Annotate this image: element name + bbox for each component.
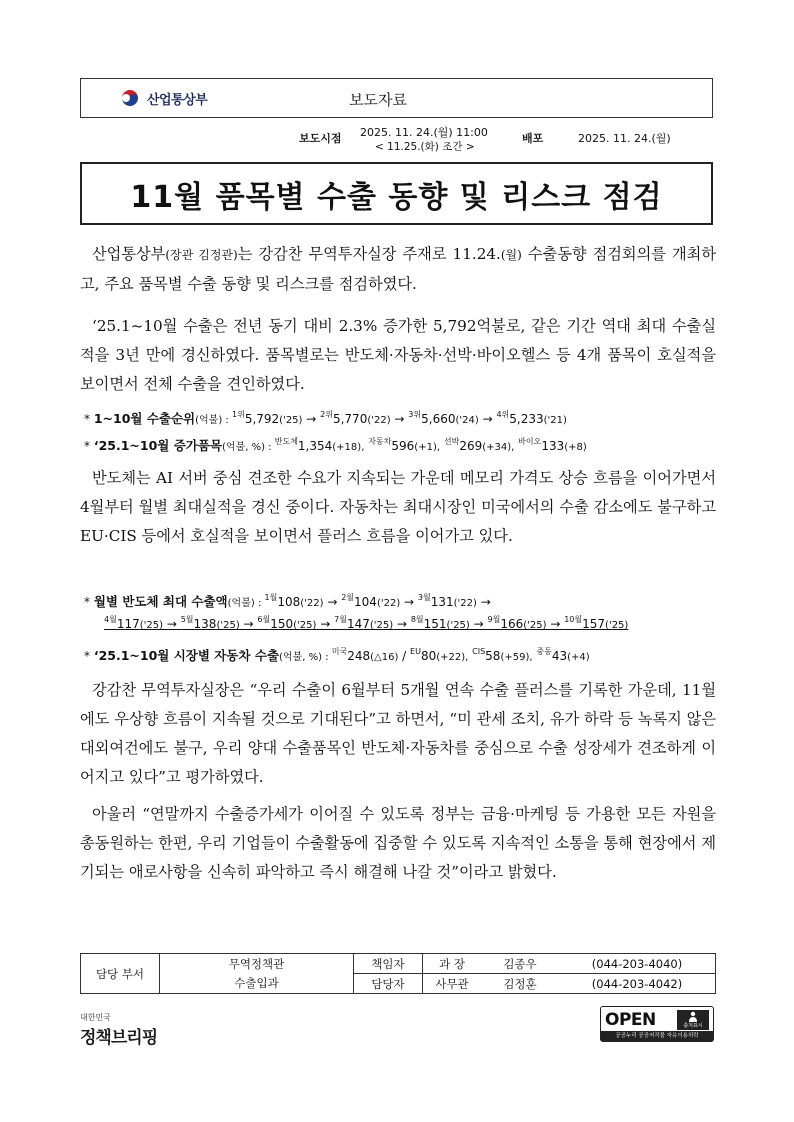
open-word: OPEN	[605, 1010, 656, 1030]
policy-briefing-logo	[80, 1012, 157, 1048]
p1-ministry: 산업통상부	[92, 245, 166, 263]
market-name: CIS	[472, 647, 486, 656]
rank-label: 4위	[496, 410, 510, 419]
bullet-growth-items: * ‘25.1~10월 증가품목(억불, %) : $^{반도체}$1,354(+18), $^{자동차}$596(+1), $^{선박}$269(+34), $^{바이오}$133(+8)	[84, 437, 587, 453]
item-change: (+34),	[482, 442, 515, 453]
month-year: ('25)	[293, 620, 317, 631]
open-license-badge	[600, 1006, 714, 1042]
bullet-export-ranking: * 1~10월 수출순위(억불) : $^{1위}$5,792('25) → $^{2위}$5,770('22) → $^{3위}$5,660('24) → $^{4위}$5,233('21)	[84, 410, 567, 426]
rank-label: 2위	[320, 410, 333, 419]
table-row	[81, 954, 716, 974]
month-value: 166	[500, 617, 524, 631]
contact-phone: (044-203-4042)	[559, 974, 716, 994]
month-label: 3월	[417, 593, 431, 602]
item-value: 1,354	[297, 439, 333, 453]
month-value: 138	[193, 617, 217, 631]
contact-phone: (044-203-4040)	[559, 954, 716, 974]
month-label: 1월	[264, 593, 278, 602]
b4-label: ‘25.1~10월 시장별 자동차 수출	[93, 648, 280, 663]
month-year: ('25)	[523, 620, 547, 631]
month-label: 7월	[334, 615, 347, 624]
b2-label: ‘25.1~10월 증가품목	[93, 438, 223, 453]
item-change: (+18),	[332, 442, 365, 453]
market-value: 248	[347, 649, 371, 663]
month-year: ('25)	[605, 620, 629, 631]
rank-value: 5,660	[421, 412, 456, 426]
distribution-label: 배포	[522, 132, 544, 145]
month-value: 131	[430, 595, 454, 609]
rank-value: 5,792	[244, 412, 280, 426]
market-name: 중동	[536, 647, 552, 656]
market-change: (△16)	[370, 652, 399, 663]
month-year: ('22)	[453, 598, 477, 609]
month-label: 4월	[104, 615, 117, 624]
b1-label: 1~10월 수출순위	[93, 411, 196, 426]
paragraph-2: ‘25.1~10월 수출은 전년 동기 대비 2.3% 증가한 5,792억불로, 같은 기간 역대 최대 수출실적을 3년 만에 경신하였다. 품목별로는 반도체·자동차·선박·바이오헬스 등 4개 품목이 호실적을 보이면서 전체 수출을 견인하였다.	[80, 317, 716, 393]
doc-type: 보도자료	[349, 91, 407, 109]
month-value: 157	[582, 617, 606, 631]
attribution-icon	[677, 1010, 709, 1030]
title-box	[80, 162, 713, 225]
item-name: 선박	[443, 437, 460, 446]
month-year: ('22)	[376, 598, 401, 609]
month-year: ('25)	[139, 620, 164, 631]
item-name: 바이오	[518, 437, 542, 446]
market-change: (+22),	[436, 652, 469, 663]
embargo-note: < 11.25.(화) 조간 >	[375, 141, 475, 153]
table-row	[81, 974, 716, 994]
ministry-logo	[119, 87, 207, 109]
p1-minister: (장관 김정관)	[165, 248, 238, 262]
p1-text-b: 수출동향 점검회의를 개최하고, 주요 품목별 수출 동향 및 리스크를 점검하였다.	[80, 245, 716, 293]
month-value: 108	[277, 595, 301, 609]
market-value: 43	[551, 649, 568, 663]
bullet-semiconductor-monthly: * 월별 반도체 최대 수출액(억불) : $^{1월}$108('22) → $^{2월}$104('22) → $^{3월}$131('22) →	[84, 593, 491, 609]
paragraph-3: 반도체는 AI 서버 중심 견조한 수요가 지속되는 가운데 메모리 가격도 상승 흐름을 이어가면서 4월부터 월별 최대실적을 경신 중이다. 자동차는 최대시장인 미국에서의 수출 감소에도 불구하고 EU·CIS 등에서 호실적을 보이면서 플러스 흐름을 이어가고 있다.	[80, 469, 716, 545]
contact-name: 김종우	[481, 954, 559, 974]
month-year: ('22)	[300, 598, 324, 609]
item-value: 269	[459, 439, 483, 453]
dept-label: 담당 부서	[81, 954, 160, 994]
p1-weekday: (월)	[500, 248, 522, 262]
taegeuk-logo-icon	[119, 87, 141, 109]
item-name: 반도체	[274, 437, 298, 446]
month-year: ('25)	[216, 620, 240, 631]
month-label: 9월	[487, 615, 501, 624]
market-name: 미국	[331, 647, 348, 656]
contact-role: 담당자	[354, 974, 423, 994]
item-value: 133	[541, 439, 565, 453]
market-value: 58	[485, 649, 501, 663]
month-value: 117	[116, 617, 140, 631]
division-name: 무역정책관	[160, 954, 354, 974]
month-value: 150	[270, 617, 294, 631]
item-value: 596	[391, 439, 415, 453]
briefing-big-text: 정책브리핑	[80, 1028, 158, 1048]
month-value: 151	[423, 617, 447, 631]
ministry-name: 산업통상부	[147, 92, 208, 108]
distribution-date: 2025. 11. 24.(월)	[578, 132, 671, 145]
rank-value: 5,233	[509, 412, 544, 426]
page-title: 11월 품목별 수출 동향 및 리스크 점검	[130, 179, 663, 215]
month-label: 6월	[257, 615, 271, 624]
item-name: 자동차	[368, 437, 392, 446]
month-label: 8월	[410, 615, 424, 624]
bullet-auto-by-market: * ‘25.1~10월 시장별 자동차 수출(억불, %) : $^{미국}$248(△16) / $^{EU}$80(+22), $^{CIS}$58(+59), $^{중동}$43(+4)	[84, 647, 590, 663]
team-name: 수출입과	[160, 974, 354, 994]
p1-text-a: 는 강감찬 무역투자실장 주재로 11.24.	[237, 245, 501, 263]
contact-name: 김정훈	[481, 974, 559, 994]
month-label: 5월	[180, 615, 194, 624]
embargo-label: 보도시점	[299, 132, 342, 145]
contact-table	[80, 953, 716, 994]
month-year: ('25)	[446, 620, 470, 631]
person-icon	[688, 1011, 698, 1022]
month-value: 147	[346, 617, 370, 631]
item-change: (+8)	[564, 442, 587, 453]
open-type-label: 출처표시	[683, 1023, 703, 1029]
rank-value: 5,770	[332, 412, 368, 426]
briefing-small-text: 대한민국	[80, 1013, 111, 1022]
b1-unit: (억불) :	[195, 415, 232, 426]
header-box	[80, 78, 713, 118]
b2-unit: (억불, %) :	[222, 442, 275, 453]
embargo-date: 2025. 11. 24.(월) 11:00	[360, 126, 488, 139]
b3-unit: (억불) :	[227, 598, 265, 609]
contact-role: 책임자	[354, 954, 423, 974]
rank-year: ('24)	[455, 415, 479, 426]
market-change: (+59),	[500, 652, 533, 663]
rank-year: ('22)	[367, 415, 391, 426]
month-year: ('25)	[369, 620, 394, 631]
paragraph-1	[80, 240, 716, 299]
rank-label: 1위	[231, 410, 245, 419]
b4-unit: (억불, %) :	[279, 652, 332, 663]
rank-year: ('25)	[279, 415, 303, 426]
rank-year: ('21)	[543, 415, 567, 426]
contact-title: 과 장	[423, 954, 482, 974]
b3-label: 월별 반도체 최대 수출액	[93, 594, 228, 609]
paragraph-5: 아울러 “연말까지 수출증가세가 이어질 수 있도록 정부는 금융·마케팅 등 가용한 모든 자원을 총동원하는 한편, 우리 기업들이 수출활동에 집중할 수 있도록 지속적인 소통을 통해 현장에서 제기되는 애로사항을 신속히 파악하고 즉시 해결해 나갈 것”이라고 밝혔다.	[80, 805, 716, 881]
item-change: (+1),	[414, 442, 441, 453]
rank-label: 3위	[408, 410, 422, 419]
market-name: EU	[410, 647, 421, 656]
bullet-semiconductor-monthly-cont: $^{4월}$117('25) → $^{5월}$138('25) → $^{6월}$150('25) → $^{7월}$147('25) → $^{8월}$151('25) → $^{9월}$166('25) → $^{10월}$157('25)	[104, 615, 629, 631]
market-change: (+4)	[567, 652, 590, 663]
month-value: 104	[354, 595, 377, 609]
paragraph-4: 강감찬 무역투자실장은 “우리 수출이 6월부터 5개월 연속 수출 플러스를 기록한 가운데, 11월에도 우상향 흐름이 지속될 것으로 기대된다”고 하면서, “미 관세 조치, 유가 하락 등 녹록지 않은 대외여건에도 불구, 우리 양대 수출품목인 반도체·자동차를 중심으로 수출 성장세가 견조하게 이어지고 있다”고 평가하였다.	[80, 681, 716, 786]
market-value: 80	[420, 649, 437, 663]
open-caption: 공공누리 공공저작물 자유이용허락	[601, 1031, 713, 1041]
month-label: 10월	[564, 615, 583, 624]
contact-title: 사무관	[423, 974, 482, 994]
month-label: 2월	[341, 593, 355, 602]
